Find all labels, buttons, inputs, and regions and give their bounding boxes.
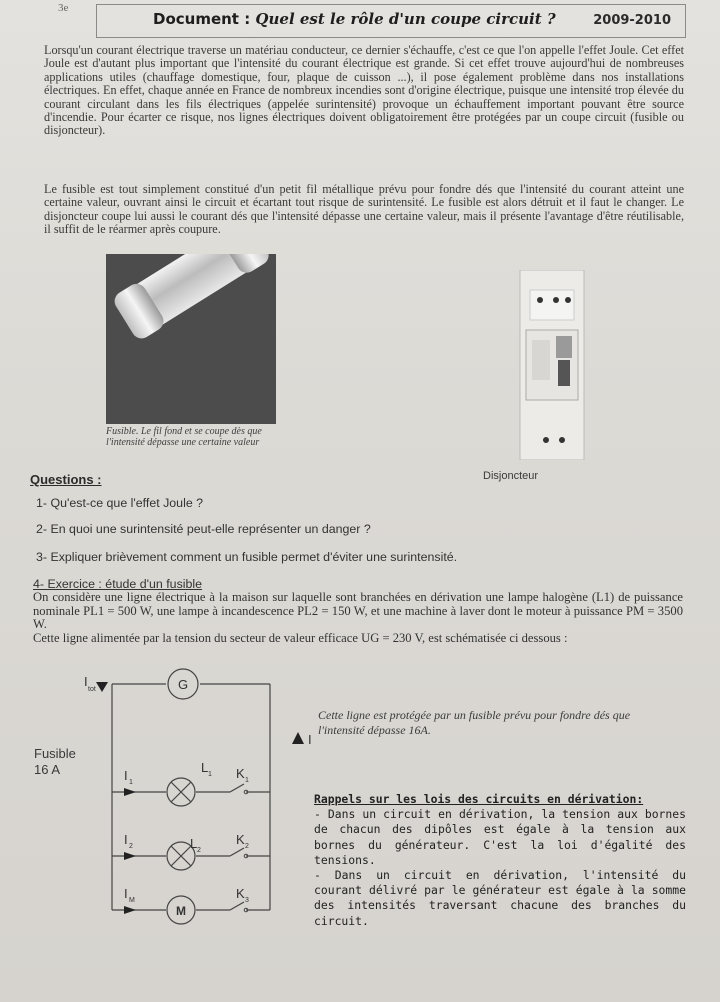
k1-label: K <box>236 766 245 781</box>
fuse-cap-right <box>216 254 272 276</box>
itot-sub: tot <box>88 686 96 693</box>
circuit-note: Cette ligne est protégée par un fusible prévu pour fondre dés que l'intensité dépasse 16A. <box>318 708 631 737</box>
fuse-photo <box>106 254 276 424</box>
motor-label: M <box>176 904 186 918</box>
document-title <box>153 10 556 28</box>
l1-sub: 1 <box>208 771 212 778</box>
i1-label: I <box>124 768 128 783</box>
school-year: 2009-2010 <box>593 13 671 28</box>
fuse-glass <box>115 254 268 338</box>
breaker-photo <box>516 270 588 460</box>
k1-sub: 1 <box>245 777 249 784</box>
switch-k3 <box>230 902 244 910</box>
k2-sub: 2 <box>245 843 249 850</box>
switch-k2 <box>230 848 244 856</box>
doc-label: Document : <box>153 10 256 28</box>
switch-k1 <box>230 784 244 792</box>
generator-label: G <box>177 677 189 692</box>
l2-sub: 2 <box>197 847 201 854</box>
rappel-intensites: - Dans un circuit en dérivation, l'intensité du courant délivré par le générateur est égale à la somme des intensités traversant chacune des branches du circuit. <box>314 868 686 928</box>
document-question: Quel est le rôle d'un coupe circuit ? <box>255 10 556 28</box>
exercise-title: 4- Exercice : étude d'un fusible <box>33 577 203 591</box>
i2-label: I <box>124 832 128 847</box>
fuse-caption: Fusible. Le fil fond et se coupe dès que l'intensité dépasse une certaine valeur <box>106 426 262 448</box>
fuse-paragraph: Le fusible est tout simplement constitué d'un petit fil métallique prévu pour fondre dés que l'intensité du courant atteint une certaine valeur, ouvrant ainsi le circuit et écartant tout risque de surintensité. Le fusible est alors détruit et il faut le changer. Le disjoncteur coupe lui aussi le courant dés que l'intensité dépasse une certaine valeur, mais il présente l'avantage d'être réutilisable, il suffit de le réarmer après coupure. <box>44 182 684 237</box>
k3-sub: 3 <box>245 897 249 904</box>
fuse-rating: 16 A <box>34 762 61 777</box>
question-3: 3- Expliquer brièvement comment un fusible permet d'éviter une surintensité. <box>36 550 458 564</box>
k2-label: K <box>236 832 245 847</box>
rappel-tensions: - Dans un circuit en dérivation, la tension aux bornes de chacun des dipôles est égale à la tension aux bornes du générateur. C'est la loi d'égalité des tensions. <box>314 807 686 867</box>
breaker-caption: Disjoncteur <box>483 470 539 482</box>
question-2: 2- En quoi une surintensité peut-elle représenter un danger ? <box>36 522 371 536</box>
l2-label: L <box>190 836 198 851</box>
itot-arrow <box>96 682 108 692</box>
intro-paragraph: Lorsqu'un courant électrique traverse un matériau conducteur, ce dernier s'échauffe, c'est ce que l'on appelle l'effet Joule. Cet effet Joule est d'autant plus important que l'intensité du courant électrique est grande. Si cet effet trouve aujourd'hui de nombreuses applications utiles (chauffage domestique, four, plaque de cuisson ...), il pose également problème dans nos installations électriques. En effet, chaque année en France de nombreux incendies sont d'origine électrique, puisque une intensité trop élevée du courant circulant dans les fils électriques (appelée surintensité) provoque un échauffement important pouvant être source d'incendie. Pour écarter ce risque, nos lignes électriques doivent obligatoirement être protégées par un coupe circuit (fusible ou disjoncteur). <box>44 43 684 138</box>
exercise-block <box>33 578 683 645</box>
fuse-label-text: Fusible <box>34 746 76 761</box>
questions-heading: Questions : <box>30 472 102 487</box>
i2-sub: 2 <box>129 843 133 850</box>
grade-label: 3e <box>58 2 69 14</box>
im-label: I <box>124 886 128 901</box>
l1-label: L <box>201 760 209 775</box>
itot-arrow-right <box>292 732 304 744</box>
fuse-cap-left <box>111 280 167 342</box>
itot-label: I <box>84 674 88 689</box>
document-header <box>96 4 686 38</box>
exercise-statement-2: Cette ligne alimentée par la tension du secteur de valeur efficace UG = 230 V, est schématisée ci dessous : <box>33 630 568 645</box>
im-sub: M <box>129 897 135 904</box>
rappels-box <box>314 792 686 929</box>
exercise-statement: On considère une ligne électrique à la maison sur laquelle sont branchées en dérivation une lampe halogène (L1) de puissance nominale PL1 = 500 W, une lampe à incandescence PL2 = 150 W, et une machine à laver dont le moteur à puissance PM = 3500 W. <box>33 590 683 632</box>
itot-right-label: I <box>308 732 312 747</box>
k3-label: K <box>236 886 245 901</box>
circuit-diagram <box>0 660 320 960</box>
question-1: 1- Qu'est-ce que l'effet Joule ? <box>36 496 204 510</box>
i1-sub: 1 <box>129 779 133 786</box>
rappels-title: Rappels sur les lois des circuits en dérivation: <box>314 792 644 806</box>
